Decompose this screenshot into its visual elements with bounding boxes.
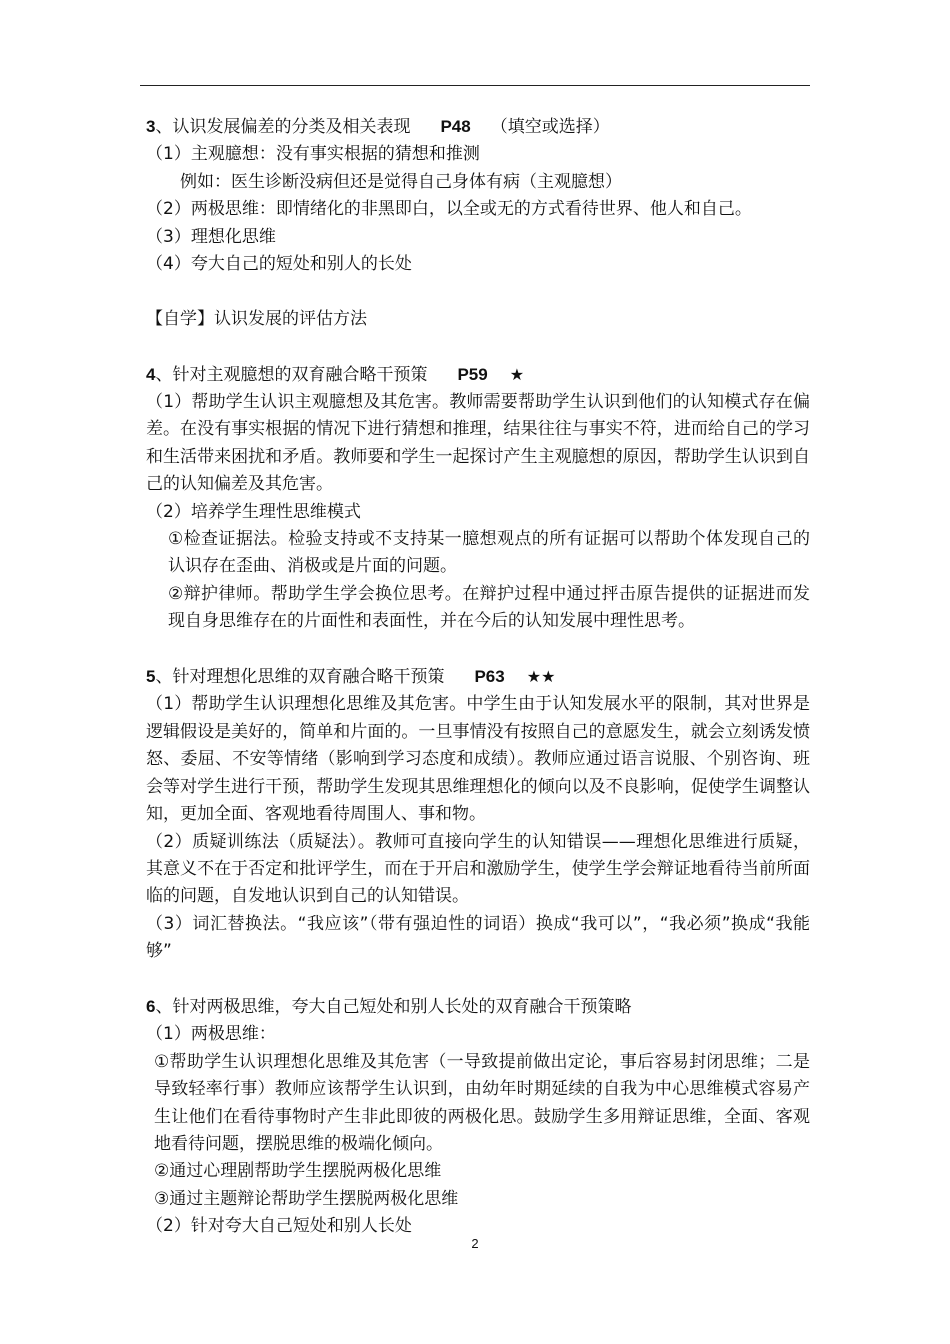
list-item: （3）理想化思维 <box>146 226 276 247</box>
section-title: 、针对两极思维，夸大自己短处和别人长处的双育融合干预策略 <box>155 996 632 1017</box>
section-number: 3 <box>146 117 156 136</box>
section-number: 5 <box>146 667 156 687</box>
list-item: （1）两极思维： <box>146 1024 276 1045</box>
paragraph: ①帮助学生认识理想化思维及其危害（一导致提前做出定论，事后容易封闭思维；二是导致轻率行事）教师应该帮学生认识到，由幼年时期延续的自我为中心思维模式容易产生让他们在看待事物时产生非此即彼的两极化思。鼓励学生多用辩证思维，全面、客观地看待问题，摆脱思维的极端化倾向。 <box>154 1051 810 1154</box>
example-text: 例如：医生诊断没病但还是觉得自己身体有病（主观臆想） <box>180 171 622 192</box>
question-type-note: （填空或选择） <box>490 117 610 137</box>
header-rule <box>140 85 810 86</box>
list-item: （2）两极思维：即情绪化的非黑即白，以全或无的方式看待世界、他人和自己。 <box>146 199 752 220</box>
paragraph: （1）帮助学生认识理想化思维及其危害。中学生由于认知发展水平的限制，其对世界是逻辑假设是美好的，简单和片面的。一旦事情没有按照自己的意愿发生，就会立刻诱发愤怒、委屈、不安等情绪（影响到学习态度和成绩）。教师应通过语言说服、个别咨询、班会等对学生进行干预，帮助学生发现其思维理想化的倾向以及不良影响，促使学生调整认知，更加全面、客观地看待周围人、事和物。 <box>146 694 810 825</box>
section-number: 6 <box>146 996 156 1016</box>
section-title: 、针对理想化思维的双育融合略干预策 <box>155 667 445 688</box>
section-title: 、针对主观臆想的双育融合略干预策 <box>155 364 428 385</box>
section-title: 、认识发展偏差的分类及相关表现 <box>155 117 411 137</box>
paragraph: （3）词汇替换法。“我应该”（带有强迫性的词语）换成“我可以”，“我必须”换成“我能够” <box>146 913 810 962</box>
document-body <box>146 113 810 1241</box>
list-item: （2）针对夸大自己短处和别人长处 <box>146 1216 412 1237</box>
paragraph: ①检查证据法。检验支持或不支持某一臆想观点的所有证据可以帮助个体发现自己的认识存在歪曲、消极或是片面的问题。 <box>168 529 810 577</box>
paragraph: ②辩护律师。帮助学生学会换位思考。在辩护过程中通过抨击原告提供的证据进而发现自身思维存在的片面性和表面性，并在今后的认知发展中理性思考。 <box>168 583 810 632</box>
list-item: （4）夸大自己的短处和别人的长处 <box>146 254 412 275</box>
page-number: 2 <box>471 1236 479 1251</box>
importance-stars: ★ <box>509 364 525 384</box>
section-number: 4 <box>146 364 156 384</box>
section-4-heading <box>146 361 810 389</box>
section-6-heading <box>146 993 810 1021</box>
page-reference: P63 <box>474 667 505 687</box>
page-reference: P59 <box>457 364 488 384</box>
list-item: （2）培养学生理性思维模式 <box>146 501 361 522</box>
list-item: ②通过心理剧帮助学生摆脱两极化思维 <box>154 1161 442 1182</box>
section-3-heading <box>146 113 810 141</box>
paragraph: （1）帮助学生认识主观臆想及其危害。教师需要帮助学生认识到他们的认知模式存在偏差。在没有事实根据的情况下进行猜想和推理，结果往往与事实不符，进而给自己的学习和生活带来困扰和矛盾。教师要和学生一起探讨产生主观臆想的原因，帮助学生认识到自己的认知偏差及其危害。 <box>146 392 810 495</box>
self-study-note: 【自学】认识发展的评估方法 <box>146 308 367 329</box>
paragraph: （2）质疑训练法（质疑法）。教师可直接向学生的认知错误——理想化思维进行质疑，其意义不在于否定和批评学生，而在于开启和激励学生，使学生学会辩证地看待当前所面临的问题，自发地认识到自己的认知错误。 <box>146 831 810 907</box>
list-item: ③通过主题辩论帮助学生摆脱两极化思维 <box>154 1188 459 1209</box>
section-5-heading <box>146 663 810 691</box>
importance-stars: ★★ <box>526 667 556 687</box>
list-item: （1）主观臆想：没有事实根据的猜想和推测 <box>146 144 480 165</box>
page-reference: P48 <box>440 117 471 136</box>
